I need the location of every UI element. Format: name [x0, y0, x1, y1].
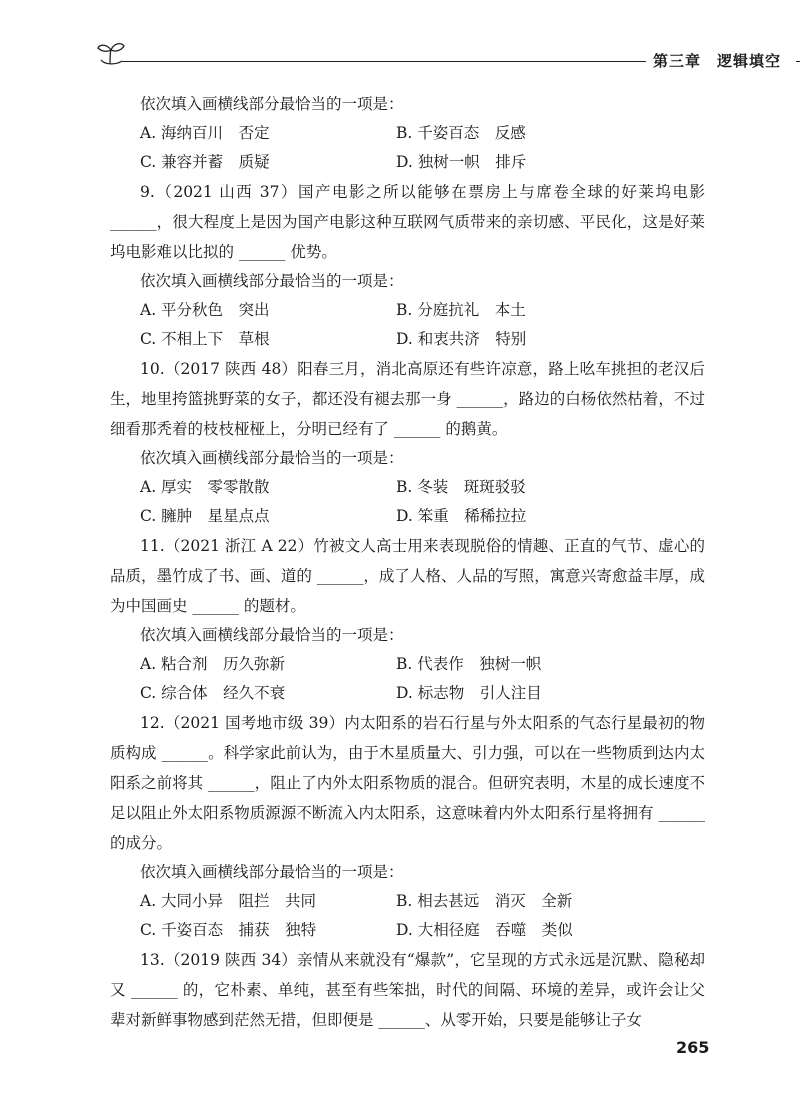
- option-row: [110, 296, 705, 325]
- question-prompt: 依次填入画横线部分最恰当的一项是：: [140, 626, 404, 644]
- answer-option: A. 厚实 零零散散: [140, 478, 270, 496]
- option-row: [110, 679, 705, 708]
- page-number: 265: [676, 1038, 710, 1057]
- option-row: [110, 325, 705, 354]
- answer-option: C. 综合体 经久不衰: [140, 684, 286, 702]
- answer-option: D. 标志物 引人注目: [396, 684, 542, 702]
- question-prompt: 依次填入画横线部分最恰当的一项是：: [140, 272, 404, 290]
- question-stem: 11.（2021 浙江 A 22）竹被文人高士用来表现脱俗的情趣、正直的气节、虚心的品质，墨竹成了书、画、道的 ______，成了人格、人品的写照，寓意兴寄愈益丰厚，成为中国画史 ______ 的题材。: [110, 537, 705, 615]
- option-row: [110, 119, 705, 148]
- answer-option: B. 代表作 独树一帜: [396, 655, 542, 673]
- answer-option: B. 相去甚远 消灭 全新: [396, 892, 573, 910]
- answer-option: A. 海纳百川 否定: [140, 124, 270, 142]
- chapter-title: 第三章 逻辑填空: [653, 52, 782, 70]
- answer-option: C. 千姿百态 捕获 独特: [140, 921, 317, 939]
- answer-option: D. 和衷共济 特别: [396, 330, 527, 348]
- answer-option: C. 不相上下 草根: [140, 330, 270, 348]
- page-header: [96, 40, 782, 70]
- option-row: [110, 887, 705, 916]
- answer-option: B. 千姿百态 反感: [396, 124, 526, 142]
- page-content: [110, 90, 705, 1035]
- question-stem: 12.（2021 国考地市级 39）内太阳系的岩石行星与外太阳系的气态行星最初的物质构成 ______。科学家此前认为，由于木星质量大、引力强，可以在一些物质到达内太阳系之前将其 ______，阻止了内外太阳系物质的混合。但研究表明，木星的成长速度不足以阻止外太阳系物质源源不断流入内太阳系，这意味着内外太阳系行星将拥有 ______ 的成分。: [110, 714, 705, 852]
- answer-option: B. 分庭抗礼 本土: [396, 301, 526, 319]
- question-prompt: 依次填入画横线部分最恰当的一项是：: [140, 95, 404, 113]
- answer-option: C. 兼容并蓄 质疑: [140, 153, 270, 171]
- option-row: [110, 502, 705, 531]
- answer-option: D. 笨重 稀稀拉拉: [396, 507, 527, 525]
- question-prompt: 依次填入画横线部分最恰当的一项是：: [140, 863, 404, 881]
- option-row: [110, 148, 705, 177]
- sprout-icon: [96, 40, 126, 66]
- answer-option: A. 大同小异 阻拦 共同: [140, 892, 317, 910]
- option-row: [110, 650, 705, 679]
- answer-option: A. 平分秋色 突出: [140, 301, 270, 319]
- question-stem: 13.（2019 陕西 34）亲情从来就没有“爆款”，它呈现的方式永远是沉默、隐秘却又 ______ 的，它朴素、单纯，甚至有些笨拙，时代的间隔、环境的差异，或许会让父辈对新鲜事物感到茫然无措，但即便是 ______、从零开始，只要是能够让子女: [110, 951, 705, 1029]
- answer-option: B. 冬装 斑斑驳驳: [396, 478, 526, 496]
- question-stem: 9.（2021 山西 37）国产电影之所以能够在票房上与席卷全球的好莱坞电影 ______，很大程度上是因为国产电影这种互联网气质带来的亲切感、平民化，这是好莱坞电影难以比拟的 ______ 优势。: [110, 183, 705, 261]
- option-row: [110, 473, 705, 502]
- answer-option: C. 臃肿 星星点点: [140, 507, 270, 525]
- header-rule: [122, 61, 646, 62]
- question-stem: 10.（2017 陕西 48）阳春三月，消北高原还有些许凉意，路上吆车挑担的老汉后生，地里挎篮挑野菜的女子，都还没有褪去那一身 ______，路边的白杨依然枯着，不过细看那秃着的枝枝桠桠上，分明已经有了 ______ 的鹅黄。: [110, 360, 705, 438]
- answer-option: D. 独树一帜 排斥: [396, 153, 527, 171]
- question-prompt: 依次填入画横线部分最恰当的一项是：: [140, 449, 404, 467]
- answer-option: A. 粘合剂 历久弥新: [140, 655, 286, 673]
- header-rule-right: [796, 61, 800, 62]
- answer-option: D. 大相径庭 吞噬 类似: [396, 921, 573, 939]
- option-row: [110, 916, 705, 945]
